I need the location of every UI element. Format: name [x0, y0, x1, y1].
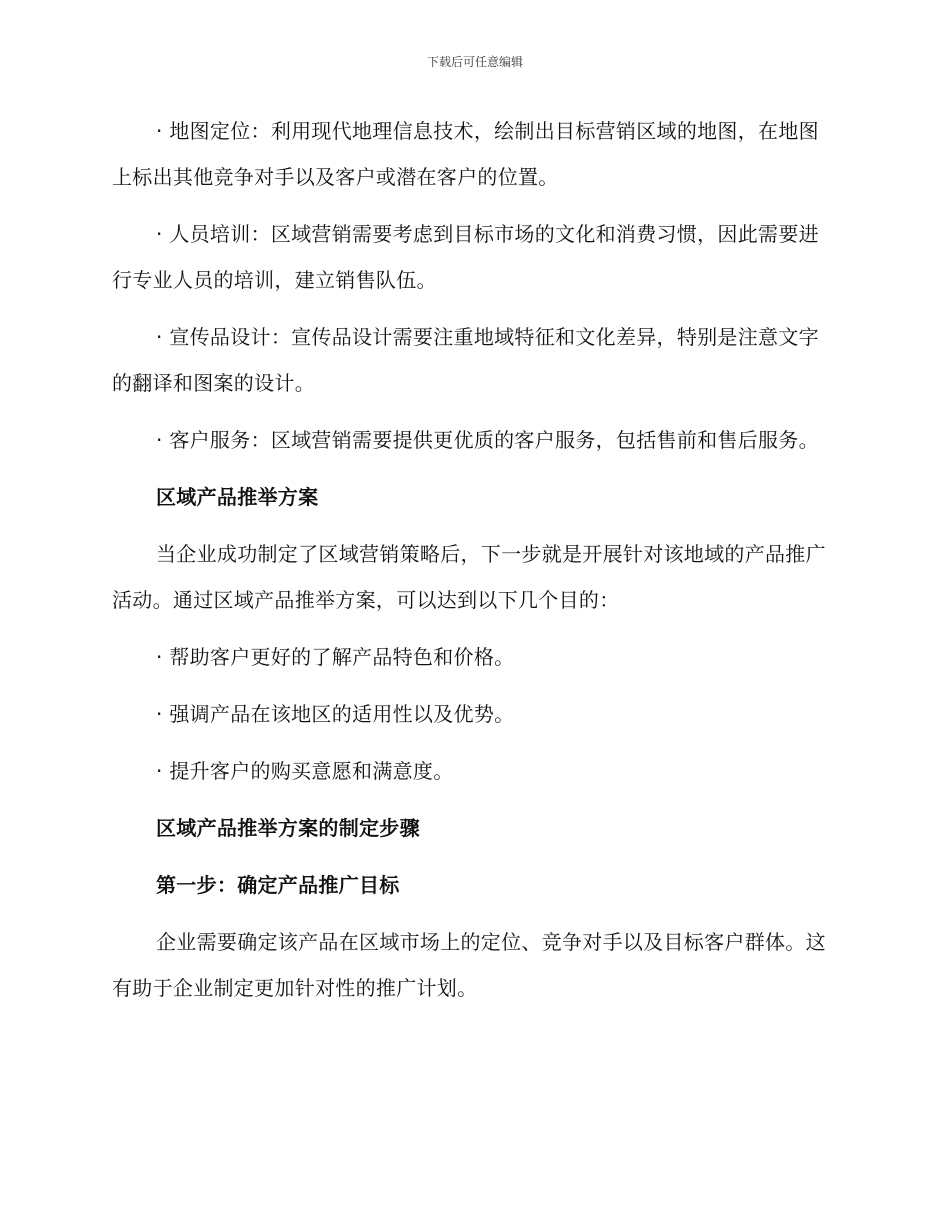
section-heading-steps: 区域产品推举方案的制定步骤 [156, 816, 420, 840]
bullet-staff-training: · 人员培训：区域营销需要考虑到目标市场的文化和消费习惯，因此需要进行专业人员的培训，建立销售队伍。 [112, 222, 819, 292]
document-body [112, 108, 834, 1022]
bullet-goal-emphasize: · 强调产品在该地区的适用性以及优势。 [156, 702, 515, 726]
bullet-promo-design: · 宣传品设计：宣传品设计需要注重地域特征和文化差异，特别是注意文字的翻译和图案的设计。 [112, 325, 819, 395]
bullet-map-positioning: · 地图定位：利用现代地理信息技术，绘制出目标营销区域的地图，在地图上标出其他竞争对手以及客户或潜在客户的位置。 [112, 119, 819, 189]
paragraph-plan-intro: 当企业成功制定了区域营销策略后，下一步就是开展针对该地域的产品推广活动。通过区域产品推举方案，可以达到以下几个目的： [112, 542, 826, 612]
bullet-goal-satisfaction: · 提升客户的购买意愿和满意度。 [156, 759, 454, 783]
bullet-customer-service: · 客户服务：区域营销需要提供更优质的客户服务，包括售前和售后服务。 [156, 428, 819, 452]
bullet-goal-understand: · 帮助客户更好的了解产品特色和价格。 [156, 645, 515, 669]
section-heading-product-plan: 区域产品推举方案 [156, 485, 319, 509]
step-heading-1: 第一步：确定产品推广目标 [156, 873, 400, 897]
page-header: 下载后可任意编辑 [426, 55, 523, 69]
paragraph-step-1: 企业需要确定该产品在区域市场上的定位、竞争对手以及目标客户群体。这有助于企业制定更加针对性的推广计划。 [112, 930, 826, 1000]
